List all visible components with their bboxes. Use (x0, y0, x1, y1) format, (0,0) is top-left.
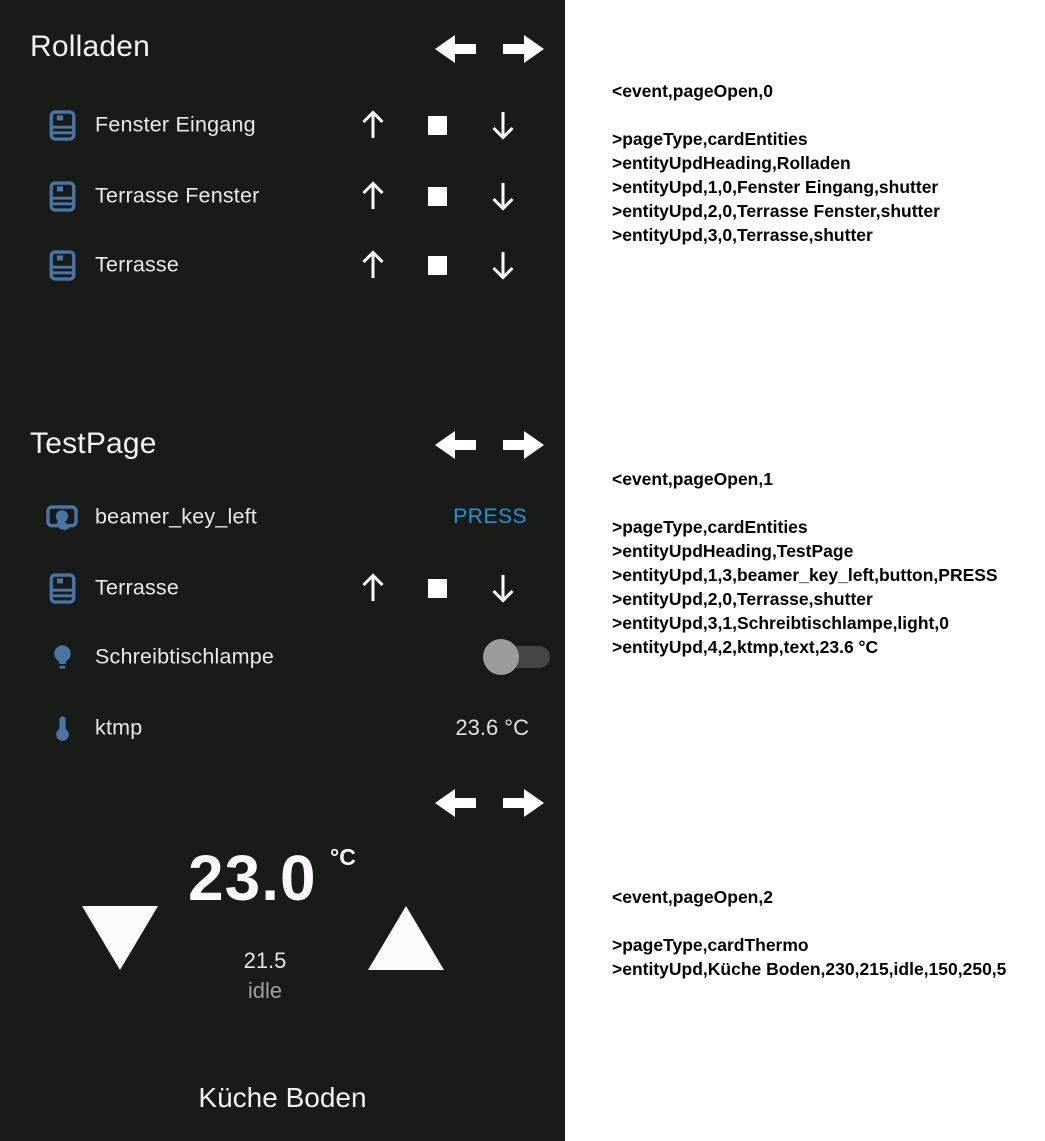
log-block-page2 (612, 885, 1006, 981)
entity-row (0, 635, 565, 679)
log-block-page0 (612, 79, 940, 247)
temp-down-button[interactable] (82, 906, 158, 970)
arrow-down-icon (488, 570, 518, 606)
entity-row (0, 243, 565, 287)
log-gap (612, 103, 940, 127)
log-line: >pageType,cardThermo (612, 935, 809, 955)
entity-label: Terrasse (95, 575, 180, 600)
entity-row (0, 566, 565, 610)
card-rolladen (0, 0, 565, 377)
light-toggle-switch[interactable] (483, 639, 550, 675)
target-temperature: 21.5 (243, 948, 287, 973)
log-line: >entityUpd,1,0,Fenster Eingang,shutter (612, 177, 939, 197)
log-line: >entityUpdHeading,TestPage (612, 541, 854, 561)
arrow-right-icon (503, 786, 545, 820)
page-next-button[interactable] (503, 428, 545, 462)
temperature-unit: °C (330, 844, 356, 870)
arrow-right-icon (503, 32, 545, 66)
arrow-down-icon (488, 247, 518, 283)
shutter-stop-button[interactable] (420, 247, 454, 283)
shutter-down-button[interactable] (486, 107, 520, 143)
stop-icon (428, 187, 447, 206)
log-line: >pageType,cardEntities (612, 129, 808, 149)
log-line: >entityUpd,2,0,Terrasse Fenster,shutter (612, 201, 940, 221)
log-line: >entityUpd,2,0,Terrasse,shutter (612, 589, 873, 609)
press-button[interactable]: PRESS (453, 505, 527, 528)
entity-label: Terrasse Fenster (95, 183, 260, 208)
gesture-tap-button-icon (46, 497, 78, 537)
window-shutter-icon (46, 568, 78, 608)
sensor-value: 23.6 °C (455, 715, 529, 740)
arrow-up-icon (358, 247, 388, 283)
thermo-title: Küche Boden (198, 1082, 367, 1113)
shutter-down-button[interactable] (486, 178, 520, 214)
log-event-line: <event,pageOpen,1 (612, 469, 773, 489)
shutter-up-button[interactable] (356, 107, 390, 143)
log-line: >pageType,cardEntities (612, 517, 808, 537)
card-heading: Rolladen (30, 30, 151, 63)
shutter-down-button[interactable] (486, 247, 520, 283)
log-line: >entityUpd,4,2,ktmp,text,23.6 °C (612, 637, 879, 657)
arrow-right-icon (503, 428, 545, 462)
entity-label: Schreibtischlampe (95, 644, 275, 669)
window-shutter-icon (46, 176, 78, 216)
page-prev-button[interactable] (435, 32, 477, 66)
lightbulb-icon (46, 637, 78, 677)
log-line: >entityUpdHeading,Rolladen (612, 153, 851, 173)
log-line: >entityUpd,Küche Boden,230,215,idle,150,250,5 (612, 959, 1007, 979)
shutter-stop-button[interactable] (420, 107, 454, 143)
card-testpage (0, 377, 565, 754)
arrow-left-icon (435, 786, 477, 820)
stop-icon (428, 579, 447, 598)
page-prev-button[interactable] (435, 786, 477, 820)
log-line: >entityUpd,3,0,Terrasse,shutter (612, 225, 873, 245)
card-heading: TestPage (30, 427, 157, 460)
window-shutter-icon (46, 245, 78, 285)
log-event-line: <event,pageOpen,2 (612, 887, 773, 907)
arrow-up-icon (358, 570, 388, 606)
entity-row (0, 174, 565, 218)
shutter-down-button[interactable] (486, 570, 520, 606)
current-temperature: 23.0 (188, 842, 317, 914)
stop-icon (428, 256, 447, 275)
temp-up-button[interactable] (368, 906, 444, 970)
shutter-up-button[interactable] (356, 570, 390, 606)
thermometer-icon (46, 708, 78, 748)
entity-label: ktmp (95, 715, 143, 740)
entity-row (0, 103, 565, 147)
log-line: >entityUpd,3,1,Schreibtischlampe,light,0 (612, 613, 949, 633)
arrow-up-icon (358, 178, 388, 214)
entity-row (0, 495, 565, 539)
window-shutter-icon (46, 105, 78, 145)
log-event-line: <event,pageOpen,0 (612, 81, 773, 101)
shutter-up-button[interactable] (356, 247, 390, 283)
arrow-left-icon (435, 32, 477, 66)
hvac-state: idle (247, 978, 283, 1003)
arrow-down-icon (488, 107, 518, 143)
log-gap (612, 909, 1006, 933)
shutter-up-button[interactable] (356, 178, 390, 214)
entity-label: Terrasse (95, 252, 180, 277)
arrow-left-icon (435, 428, 477, 462)
entity-label: Fenster Eingang (95, 112, 256, 137)
shutter-stop-button[interactable] (420, 178, 454, 214)
page-next-button[interactable] (503, 786, 545, 820)
toggle-knob (483, 639, 519, 675)
arrow-down-icon (488, 178, 518, 214)
shutter-stop-button[interactable] (420, 570, 454, 606)
card-thermo (0, 754, 565, 1141)
log-block-page1 (612, 467, 998, 659)
stop-icon (428, 116, 447, 135)
page-prev-button[interactable] (435, 428, 477, 462)
entity-label: beamer_key_left (95, 504, 257, 529)
page-next-button[interactable] (503, 32, 545, 66)
arrow-up-icon (358, 107, 388, 143)
entity-row (0, 706, 565, 750)
log-gap (612, 491, 998, 515)
log-line: >entityUpd,1,3,beamer_key_left,button,PRESS (612, 565, 998, 585)
